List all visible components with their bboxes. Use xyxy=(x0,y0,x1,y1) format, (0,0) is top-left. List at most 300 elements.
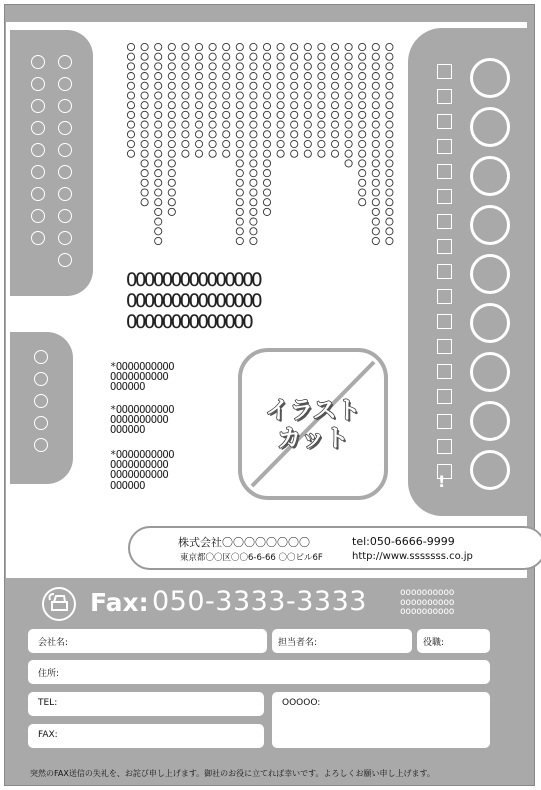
decor-square xyxy=(437,164,452,179)
headline-dot xyxy=(236,73,243,80)
headline-dot xyxy=(141,63,148,70)
headline-dot xyxy=(304,82,311,89)
headline-dot xyxy=(345,43,352,50)
headline-dot xyxy=(182,131,189,138)
headline-dot xyxy=(345,82,352,89)
headline-dot xyxy=(386,228,393,235)
headline-dot xyxy=(141,179,148,186)
decor-circle xyxy=(34,438,48,452)
headline-dot xyxy=(386,179,393,186)
headline-line: OOOOOOOOOOOOOO xyxy=(126,311,252,333)
headline-dot xyxy=(209,140,216,147)
decor-square xyxy=(437,189,452,204)
headline-dot xyxy=(209,82,216,89)
headline-dot xyxy=(359,63,366,70)
tel-field-label: TEL: xyxy=(38,698,58,708)
decor-circle xyxy=(58,165,72,179)
headline-dot xyxy=(168,150,175,157)
headline-dot xyxy=(359,140,366,147)
headline-dot xyxy=(372,140,379,147)
decor-square xyxy=(437,214,452,229)
tel-field[interactable] xyxy=(28,692,264,716)
headline-dot xyxy=(127,53,134,60)
headline-dot xyxy=(386,199,393,206)
decor-circle xyxy=(470,401,510,441)
decor-square xyxy=(437,289,452,304)
headline-dot xyxy=(182,63,189,70)
headline-dot xyxy=(331,131,338,138)
headline-dot xyxy=(386,170,393,177)
headline-dot xyxy=(155,237,162,244)
bullet-item-3 xyxy=(110,450,174,491)
headline-dot xyxy=(345,121,352,128)
other-field[interactable] xyxy=(272,692,490,748)
headline-dot xyxy=(277,43,284,50)
headline-dot xyxy=(195,140,202,147)
headline-dot xyxy=(345,150,352,157)
decor-square xyxy=(437,139,452,154)
headline-dot xyxy=(250,121,257,128)
decor-square xyxy=(437,414,452,429)
headline-dot xyxy=(277,92,284,99)
headline-dot xyxy=(155,218,162,225)
headline-dot xyxy=(331,92,338,99)
decor-circle xyxy=(58,187,72,201)
decor-square xyxy=(437,389,452,404)
decor-circle xyxy=(470,58,510,98)
headline-dot xyxy=(155,160,162,167)
decor-square xyxy=(437,114,452,129)
headline-dot xyxy=(331,150,338,157)
headline-dot xyxy=(155,73,162,80)
decor-square xyxy=(437,314,452,329)
headline-dot xyxy=(155,140,162,147)
headline-dot xyxy=(372,73,379,80)
headline-dot xyxy=(372,170,379,177)
headline-dot xyxy=(345,111,352,118)
headline-dot xyxy=(155,228,162,235)
decor-circle xyxy=(34,394,48,408)
headline-dot xyxy=(141,140,148,147)
headline-dot xyxy=(209,63,216,70)
headline-dot xyxy=(223,73,230,80)
left-decor-panel-top xyxy=(10,30,93,296)
company-name-field[interactable] xyxy=(28,629,267,653)
headline-dot xyxy=(359,111,366,118)
headline-dot xyxy=(359,102,366,109)
headline-dot xyxy=(318,73,325,80)
headline-dot xyxy=(182,43,189,50)
headline-dot xyxy=(291,63,298,70)
fax-field[interactable] xyxy=(28,724,264,748)
headline-dot xyxy=(250,53,257,60)
decor-circle xyxy=(58,143,72,157)
decor-square xyxy=(437,264,452,279)
headline-dot xyxy=(250,111,257,118)
headline-dot xyxy=(277,131,284,138)
headline-dot xyxy=(331,111,338,118)
decor-square xyxy=(437,239,452,254)
headline-dot xyxy=(195,73,202,80)
person-name-field[interactable] xyxy=(272,629,412,653)
headline-dot xyxy=(223,102,230,109)
headline-dot xyxy=(263,82,270,89)
company-url[interactable]: http://www.sssssss.co.jp xyxy=(352,551,473,562)
headline-dot xyxy=(155,170,162,177)
headline-dot xyxy=(250,218,257,225)
headline-dot xyxy=(291,43,298,50)
decor-circle xyxy=(58,231,72,245)
headline-text xyxy=(126,270,260,333)
headline-dot xyxy=(209,92,216,99)
headline-dot xyxy=(223,131,230,138)
headline-dot xyxy=(195,150,202,157)
headline-dot xyxy=(372,92,379,99)
headline-dot xyxy=(168,170,175,177)
headline-dot xyxy=(236,102,243,109)
headline-dot xyxy=(304,150,311,157)
headline-dot xyxy=(168,102,175,109)
position-field[interactable] xyxy=(417,629,490,653)
headline-dot xyxy=(372,111,379,118)
headline-dot xyxy=(304,43,311,50)
headline-dot xyxy=(345,131,352,138)
headline-dot xyxy=(168,53,175,60)
headline-dot xyxy=(359,179,366,186)
company-name-field-label: 会社名: xyxy=(38,638,69,648)
footer-note: 突然のFAX送信の失礼を、お詫び申し上げます。御社のお役に立てれば幸いです。よろしくお願い申し上げます。 xyxy=(30,769,435,778)
headline-dot xyxy=(127,92,134,99)
headline-dot xyxy=(359,131,366,138)
headline-dot xyxy=(168,131,175,138)
headline-dot xyxy=(291,131,298,138)
headline-dot xyxy=(331,63,338,70)
fax-field-label: FAX: xyxy=(38,730,58,740)
bullet-line: *OOOOOOOOOO xyxy=(110,361,175,373)
headline-dot xyxy=(141,111,148,118)
illustration-label xyxy=(242,396,384,452)
headline-dot xyxy=(386,208,393,215)
bullet-item-1 xyxy=(110,362,174,393)
headline-dot xyxy=(209,73,216,80)
headline-dot xyxy=(331,140,338,147)
headline-dot xyxy=(223,140,230,147)
headline-dot xyxy=(236,111,243,118)
headline-dot xyxy=(359,150,366,157)
headline-dot xyxy=(250,160,257,167)
left-circle-column-2 xyxy=(58,55,72,275)
headline-dot xyxy=(182,140,189,147)
headline-dot xyxy=(372,82,379,89)
headline-dot xyxy=(318,82,325,89)
headline-dot xyxy=(263,199,270,206)
headline-dot xyxy=(359,92,366,99)
headline-dot xyxy=(263,189,270,196)
headline-dot xyxy=(318,111,325,118)
headline-dot xyxy=(318,131,325,138)
headline-dot xyxy=(304,140,311,147)
headline-dot xyxy=(141,189,148,196)
bullet-line: OOOOOOOOOO xyxy=(110,371,169,384)
headline-dot xyxy=(195,82,202,89)
headline-dot xyxy=(127,82,134,89)
headline-dot xyxy=(372,237,379,244)
headline-dot xyxy=(263,92,270,99)
headline-dot xyxy=(155,82,162,89)
bullet-item-2 xyxy=(110,405,174,436)
headline-dot xyxy=(236,63,243,70)
headline-dot xyxy=(155,63,162,70)
decor-circle xyxy=(58,209,72,223)
headline-dot xyxy=(291,53,298,60)
headline-dot xyxy=(155,92,162,99)
headline-dot xyxy=(386,43,393,50)
headline-dot xyxy=(372,160,379,167)
headline-dot xyxy=(168,43,175,50)
headline-dot xyxy=(372,43,379,50)
headline-dot xyxy=(127,111,134,118)
headline-dot xyxy=(345,140,352,147)
headline-dot xyxy=(277,73,284,80)
headline-dot xyxy=(386,121,393,128)
headline-dot xyxy=(331,73,338,80)
headline-dot xyxy=(318,121,325,128)
headline-dot xyxy=(345,63,352,70)
headline-dot xyxy=(250,228,257,235)
headline-dot xyxy=(182,92,189,99)
headline-dot xyxy=(304,131,311,138)
headline-dot xyxy=(331,102,338,109)
headline-dot xyxy=(277,121,284,128)
headline-dot xyxy=(318,92,325,99)
fax-dots-line: oooooooooo xyxy=(400,596,455,608)
headline-dot xyxy=(155,43,162,50)
headline-dot xyxy=(304,92,311,99)
bullet-line: OOOOOOOOOO xyxy=(110,469,169,482)
headline-dot xyxy=(250,237,257,244)
decor-circle xyxy=(34,350,48,364)
headline-dot xyxy=(359,53,366,60)
headline-dot xyxy=(182,82,189,89)
headline-dot xyxy=(127,150,134,157)
headline-dot xyxy=(236,237,243,244)
headline-dot xyxy=(318,102,325,109)
headline-dot xyxy=(141,92,148,99)
headline-dot xyxy=(263,170,270,177)
headline-dot xyxy=(141,82,148,89)
headline-dot xyxy=(386,160,393,167)
headline-dot xyxy=(141,199,148,206)
headline-dot xyxy=(155,131,162,138)
decor-circle xyxy=(31,165,45,179)
headline-dot xyxy=(236,208,243,215)
headline-dot xyxy=(263,63,270,70)
headline-dot xyxy=(127,73,134,80)
decor-circle xyxy=(470,254,510,294)
headline-dot xyxy=(372,208,379,215)
headline-dot xyxy=(277,140,284,147)
headline-dot xyxy=(223,43,230,50)
headline-dot xyxy=(277,102,284,109)
headline-dot xyxy=(291,140,298,147)
left-circle-column-3 xyxy=(34,350,48,460)
address-field[interactable] xyxy=(28,660,490,684)
headline-dot xyxy=(277,150,284,157)
headline-dot xyxy=(141,170,148,177)
headline-dot xyxy=(372,199,379,206)
bullet-line: *OOOOOOOOOO xyxy=(110,404,175,416)
headline-dot xyxy=(263,150,270,157)
decor-circle xyxy=(31,77,45,91)
headline-dot xyxy=(304,63,311,70)
headline-dot xyxy=(236,43,243,50)
headline-dot xyxy=(345,73,352,80)
headline-dot xyxy=(331,121,338,128)
headline-dot xyxy=(386,237,393,244)
headline-dot xyxy=(182,111,189,118)
decor-circle xyxy=(31,187,45,201)
decor-circle xyxy=(31,209,45,223)
headline-dot xyxy=(250,199,257,206)
headline-dot xyxy=(345,160,352,167)
headline-dot xyxy=(291,121,298,128)
bullet-line: OOOOOO xyxy=(110,424,145,437)
headline-dot xyxy=(223,150,230,157)
decor-circle xyxy=(31,231,45,245)
headline-dot xyxy=(359,121,366,128)
headline-dot xyxy=(359,73,366,80)
headline-dot xyxy=(141,121,148,128)
headline-dot xyxy=(331,43,338,50)
decor-square xyxy=(437,339,452,354)
decor-square xyxy=(437,439,452,454)
headline-dot xyxy=(263,208,270,215)
headline-dot xyxy=(209,53,216,60)
headline-dot xyxy=(236,160,243,167)
headline-dot xyxy=(345,53,352,60)
position-field-label: 役職: xyxy=(423,638,445,648)
bullet-line: *OOOOOOOOOO xyxy=(110,449,175,461)
headline-dot xyxy=(263,53,270,60)
headline-dot xyxy=(195,131,202,138)
decor-circle xyxy=(58,55,72,69)
headline-dot xyxy=(168,140,175,147)
right-big-circle-column xyxy=(470,58,510,499)
headline-dot xyxy=(372,150,379,157)
headline-dot xyxy=(195,102,202,109)
headline-dot xyxy=(318,53,325,60)
headline-dot xyxy=(223,53,230,60)
headline-dot xyxy=(182,73,189,80)
headline-dot xyxy=(195,111,202,118)
company-address: 東京都〇〇区〇〇6-6-66 〇〇ビル6F xyxy=(180,553,323,563)
address-field-label: 住所: xyxy=(38,669,60,679)
headline-dot xyxy=(318,63,325,70)
headline-dot xyxy=(236,82,243,89)
headline-dot xyxy=(236,121,243,128)
headline-dot xyxy=(250,131,257,138)
headline-dot xyxy=(182,150,189,157)
headline-dot xyxy=(386,140,393,147)
decor-circle xyxy=(470,450,510,490)
headline-dot xyxy=(168,92,175,99)
headline-dot xyxy=(250,63,257,70)
headline-dot xyxy=(250,179,257,186)
headline-dot xyxy=(372,131,379,138)
headline-dot xyxy=(263,131,270,138)
headline-dot xyxy=(236,228,243,235)
headline-dot xyxy=(127,43,134,50)
headline-dot xyxy=(155,53,162,60)
bullet-line: OOOOOOOOOO xyxy=(110,459,169,472)
decor-circle xyxy=(31,55,45,69)
headline-dot xyxy=(127,63,134,70)
headline-dot xyxy=(372,121,379,128)
decor-square xyxy=(437,364,452,379)
bullet-line: OOOOOOOOOO xyxy=(110,414,169,427)
headline-dot xyxy=(277,82,284,89)
headline-dot xyxy=(182,53,189,60)
headline-dot xyxy=(236,150,243,157)
headline-dot xyxy=(291,82,298,89)
headline-dot xyxy=(250,73,257,80)
headline-dot xyxy=(386,131,393,138)
headline-dot xyxy=(318,150,325,157)
right-exclaim-mark: ! xyxy=(438,472,446,491)
headline-dot xyxy=(209,121,216,128)
illustration-label-line: カット xyxy=(277,424,349,452)
headline-dot xyxy=(386,111,393,118)
headline-dot xyxy=(318,140,325,147)
headline-dot xyxy=(386,73,393,80)
headline-dot xyxy=(223,111,230,118)
headline-dot xyxy=(291,102,298,109)
headline-dot xyxy=(250,43,257,50)
headline-dot xyxy=(263,102,270,109)
headline-dot xyxy=(168,189,175,196)
headline-dot xyxy=(155,111,162,118)
company-name: 株式会社〇〇〇〇〇〇〇〇 xyxy=(178,536,310,549)
headline-dot xyxy=(263,160,270,167)
headline-dot xyxy=(236,170,243,177)
headline-dot xyxy=(386,82,393,89)
headline-dot xyxy=(168,179,175,186)
company-tel: tel:050-6666-9999 xyxy=(352,535,455,548)
headline-dot xyxy=(155,150,162,157)
headline-dot-art xyxy=(124,40,394,245)
headline-dot xyxy=(195,43,202,50)
headline-dot xyxy=(195,63,202,70)
headline-dot xyxy=(236,92,243,99)
headline-dot xyxy=(209,111,216,118)
headline-dot xyxy=(209,102,216,109)
headline-line: OOOOOOOOOOOOOOO xyxy=(126,290,261,312)
headline-dot xyxy=(331,82,338,89)
fax-dots-line: oooooooooo xyxy=(400,587,455,598)
headline-dot xyxy=(372,63,379,70)
fax-machine-icon xyxy=(42,587,76,621)
decor-circle xyxy=(58,99,72,113)
headline-dot xyxy=(182,102,189,109)
headline-dot xyxy=(331,53,338,60)
headline-dot xyxy=(236,53,243,60)
headline-dot xyxy=(155,179,162,186)
headline-dot xyxy=(209,131,216,138)
decor-circle xyxy=(470,205,510,245)
headline-dot xyxy=(141,150,148,157)
headline-dot xyxy=(386,218,393,225)
headline-dot xyxy=(236,189,243,196)
